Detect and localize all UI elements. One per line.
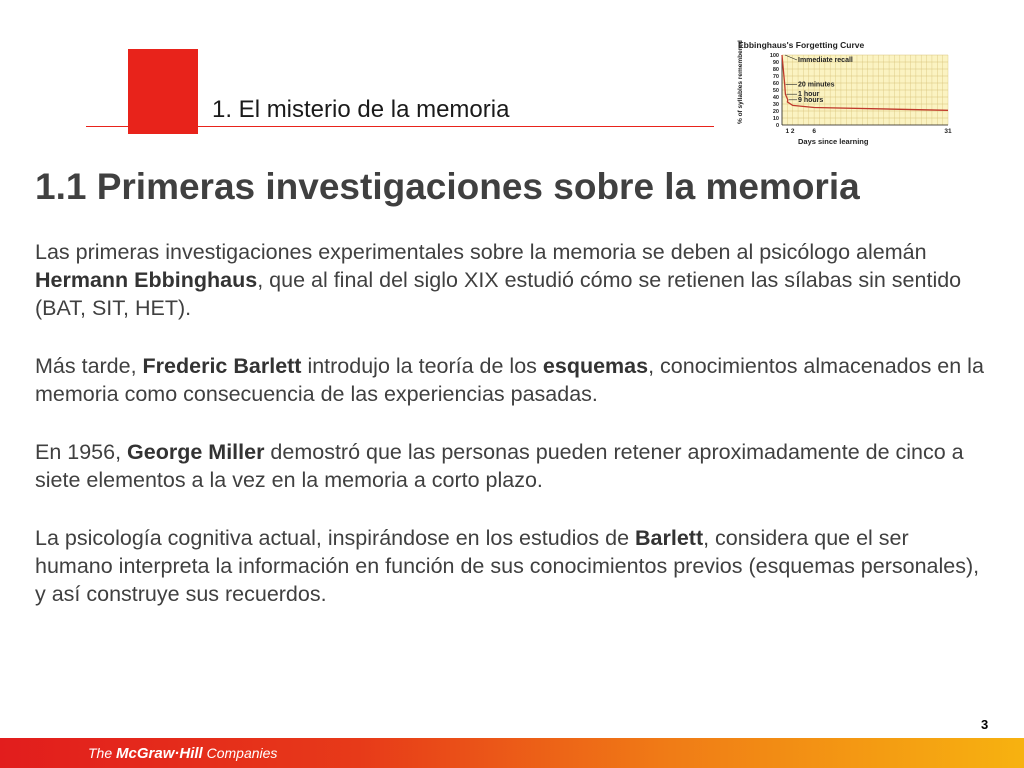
chart-annotation-label: 1 hour	[798, 91, 820, 99]
chart-x-tick-label: 1	[785, 128, 790, 135]
mcgraw-hill-logo: The McGraw·Hill Companies	[88, 745, 278, 762]
name-barlett: Frederic Barlett	[142, 354, 302, 378]
slide-body	[35, 238, 985, 638]
chart-y-tick-label: 90	[772, 60, 779, 66]
chart-annotation-label: 20 minutes	[798, 81, 835, 89]
name-miller: George Miller	[127, 440, 265, 464]
name-ebbinghaus: Hermann Ebbinghaus	[35, 268, 258, 292]
chart-x-label: Days since learning	[798, 137, 869, 146]
chart-title: Ebbinghaus's Forgetting Curve	[738, 40, 865, 50]
chart-x-tick-label: 6	[812, 128, 816, 135]
chart-y-tick-label: 20	[772, 109, 779, 115]
header-divider	[86, 126, 714, 127]
chart-y-tick-label: 30	[772, 102, 779, 108]
paragraph-miller: En 1956, George Miller demostró que las personas pueden retener aproximadamente de cinco a siete elementos a la vez en la memoria a corto plazo.	[35, 440, 964, 492]
section-title: 1. El misterio de la memoria	[212, 96, 510, 123]
chart-y-tick-label: 70	[772, 74, 779, 80]
chart-x-tick-label: 31	[944, 128, 952, 135]
chart-y-tick-label: 100	[769, 53, 779, 59]
chart-y-tick-label: 80	[772, 67, 779, 73]
chart-x-tick-label: 2	[790, 128, 795, 135]
chart-y-ticks	[770, 53, 779, 129]
chart-y-tick-label: 0	[775, 123, 779, 129]
paragraph-ebbinghaus: Las primeras investigaciones experimentales sobre la memoria se deben al psicólogo alemán Hermann Ebbinghaus, que al final del siglo XIX estudió cómo se retienen las sílabas sin sentido (BAT, SIT, HET).	[35, 240, 962, 320]
chart-y-tick-label: 40	[772, 95, 779, 101]
chart-y-tick-label: 60	[772, 81, 779, 87]
chart-y-label: % of syllables remembered	[737, 40, 744, 124]
chart-annotation-label: 9 hours	[798, 96, 824, 104]
name-barlett-2: Barlett	[635, 526, 704, 550]
term-esquemas: esquemas	[542, 354, 649, 378]
chart-y-tick-label: 50	[772, 88, 779, 94]
chart-annotation-label: Immediate recall	[798, 57, 853, 64]
paragraph-cognitive: La psicología cognitiva actual, inspirándose en los estudios de Barlett, considera que el ser humano interpreta la información en función de sus conocimientos previos (esquemas personales), y así construye sus recuerdos.	[35, 526, 980, 606]
slide-title: 1.1 Primeras investigaciones sobre la memoria	[35, 166, 860, 207]
header-red-block	[128, 49, 198, 134]
chart-x-ticks	[786, 128, 952, 135]
chart-y-tick-label: 10	[772, 116, 779, 122]
page-number: 3	[981, 717, 989, 732]
paragraph-barlett: Más tarde, Frederic Barlett introdujo la teoría de los esquemas, conocimientos almacenados en la memoria como consecuencia de las experiencias pasadas.	[35, 354, 984, 406]
forgetting-curve-chart	[730, 38, 956, 150]
